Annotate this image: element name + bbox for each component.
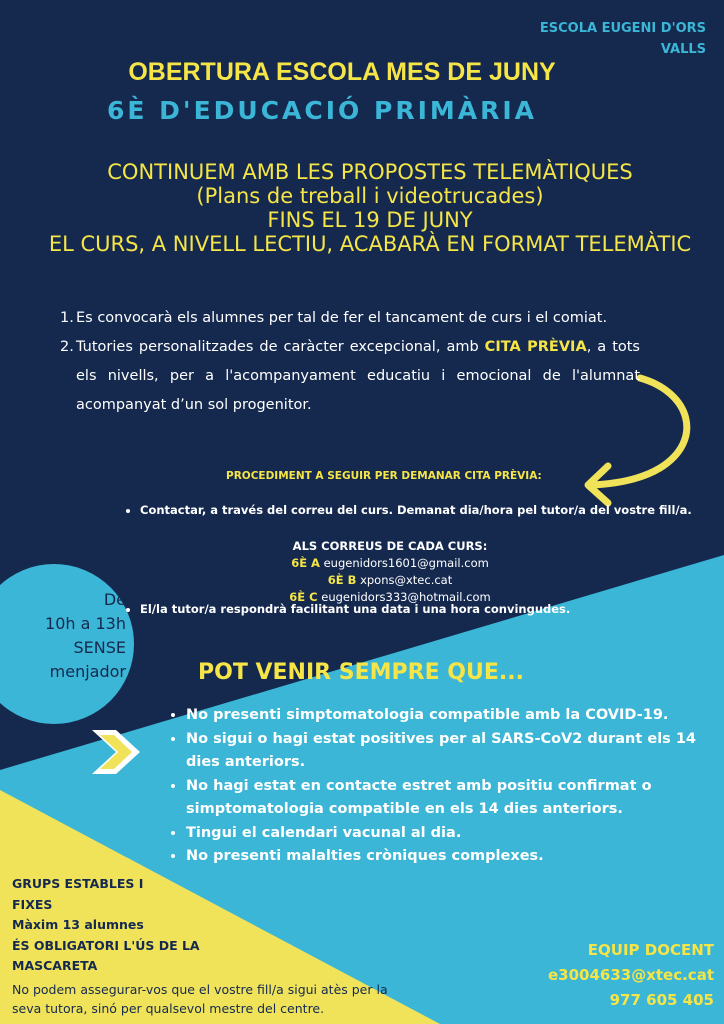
info-heading	[40, 160, 700, 256]
procedure-title: PROCEDIMENT A SEGUIR PER DEMANAR CITA PRÈVIA:	[226, 470, 542, 482]
schedule-line: SENSE	[73, 638, 126, 657]
groups-line: ÉS OBLIGATORI L'ÚS DE LA	[12, 937, 200, 953]
team-email[interactable]: e3004633@xtec.cat	[547, 966, 714, 984]
list-number: 1.	[60, 310, 74, 326]
school-name-line: ESCOLA EUGENI D'ORS	[539, 21, 706, 36]
tutor-list	[124, 601, 700, 618]
school-city: VALLS	[660, 42, 706, 57]
schedule-text	[0, 588, 126, 684]
school-name	[540, 18, 706, 60]
contact-bullet: • Contactar, a través del correu del curs. Demanat dia/hora pel tutor/a del vostre fill/a.	[140, 502, 700, 519]
groups-line: GRUPS ESTABLES I	[12, 876, 144, 891]
team-title: EQUIP DOCENT	[587, 941, 714, 959]
schedule-line: 10h a 13h	[45, 614, 126, 633]
email-row	[230, 572, 550, 589]
title-grade: 6È D'EDUCACIÓ PRIMÀRIA	[106, 96, 537, 125]
contact-list	[124, 502, 700, 519]
email-link[interactable]: xpons@xtec.cat	[360, 573, 453, 587]
condition-item: • No sigui o hagi estat positives per al SARS-CoV2 durant els 14 dies anteriors.	[186, 728, 724, 775]
condition-item: • No presenti simptomatologia compatible amb la COVID-19.	[186, 704, 724, 728]
team-contact	[548, 938, 714, 1013]
list-item-text: Tutories personalitzades de caràcter excepcional, amb	[76, 339, 485, 355]
list-item-text: , a tots els nivells, per a l'acompanyament educatiu i emocional de l'alumnat acompanyat d’un sol progenitor.	[76, 339, 640, 413]
list-item	[60, 304, 640, 333]
heading-line: CONTINUEM AMB LES PROPOSTES TELEMÀTIQUES	[107, 160, 633, 184]
list-item-text: Es convocarà els alumnes per tal de fer el tancament de curs i el comiat.	[76, 310, 608, 326]
list-number: 2.	[60, 339, 74, 355]
conditions-list	[168, 704, 724, 869]
condition-item: • Tingui el calendari vacunal al dia.	[186, 822, 724, 846]
email-link[interactable]: eugenidors1601@gmail.com	[323, 556, 489, 570]
heading-line: EL CURS, A NIVELL LECTIU, ACABARÀ EN FORMAT TELEMÀTIC	[48, 232, 692, 256]
email-row	[230, 555, 550, 572]
schedule-line: De	[103, 590, 126, 609]
emails-heading: ALS CORREUS DE CADA CURS:	[292, 539, 488, 553]
groups-line: FIXES	[12, 896, 53, 912]
cita-previa-highlight: CITA PRÈVIA	[484, 339, 587, 355]
email-link[interactable]: eugenidors333@hotmail.com	[321, 590, 491, 604]
condition-item: • No hagi estat en contacte estret amb positiu confirmat o simptomatologia compatible en els 14 dies anteriors.	[186, 775, 724, 822]
schedule-line: menjador	[49, 662, 126, 681]
list-item	[60, 333, 640, 420]
course-label: 6È C	[289, 590, 318, 604]
groups-line: Màxim 13 alumnes	[12, 917, 144, 932]
course-emails	[230, 538, 550, 606]
groups-line: MASCARETA	[12, 958, 98, 973]
course-label: 6È A	[291, 556, 320, 570]
conditions-title: POT VENIR SEMPRE QUE...	[198, 660, 524, 685]
numbered-list	[60, 304, 640, 420]
title-main: OBERTURA ESCOLA MES DE JUNY	[128, 58, 556, 86]
condition-item: • No presenti malalties cròniques complexes.	[186, 845, 724, 869]
groups-info	[12, 874, 232, 977]
heading-line: (Plans de treball i videotrucades)	[196, 184, 544, 208]
heading-line: FINS EL 19 DE JUNY	[267, 208, 473, 232]
course-label: 6È B	[327, 573, 357, 587]
tutor-bullet: • El/la tutor/a respondrà facilitant una data i una hora convingudes.	[140, 601, 700, 618]
tutor-note: No podem assegurar-vos que el vostre fill/a sigui atès per la seva tutora, sinó per qualsevol mestre del centre.	[12, 982, 388, 1016]
team-phone[interactable]: 977 605 405	[609, 991, 714, 1009]
